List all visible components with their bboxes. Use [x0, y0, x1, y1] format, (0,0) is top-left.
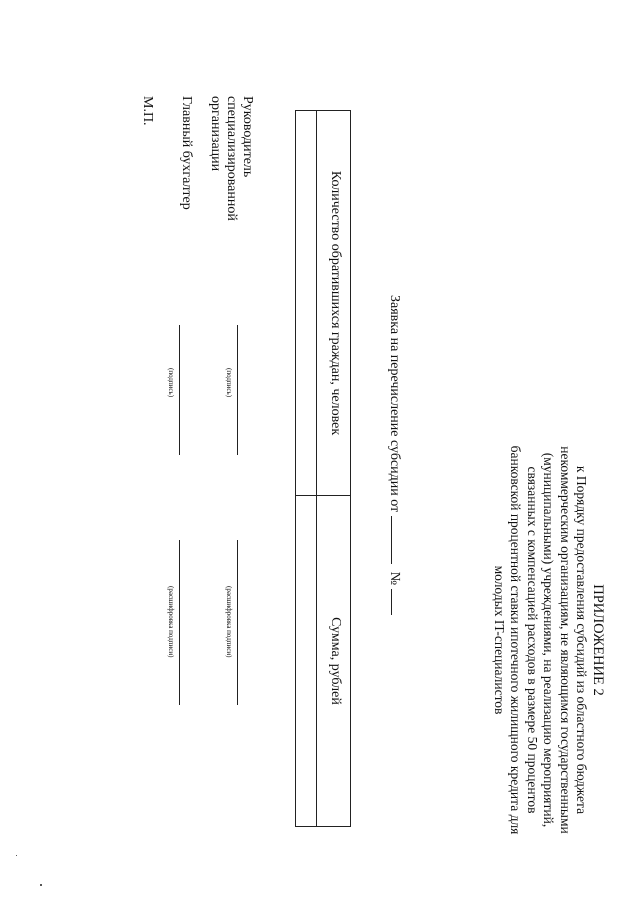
scan-speck — [40, 884, 42, 886]
column-header-amount: Сумма, рублей — [317, 496, 351, 827]
annex-block — [491, 440, 607, 840]
annex-heading: ПРИЛОЖЕНИЕ 2 — [590, 584, 606, 696]
cell-amount — [296, 496, 317, 827]
head-signature-caption: (подпись) — [225, 368, 233, 398]
stamp-label: М.П. — [140, 96, 155, 126]
accountant-decryption-caption: (расшифровка подписи) — [167, 586, 175, 658]
annex-text: к Порядку предоставления субсидий из областного бюджета некоммерческим организациям, не являющимся государственными (муниципальными) учреждениями, на реализацию мероприятий, связанных с компенсацией расходов в размере 50 процентов банковской процентной ставки ипотечного жилищного кредита для молодых IT-специалистов — [492, 445, 590, 835]
column-header-citizens: Количество обратившихся граждан, человек — [317, 111, 351, 496]
head-decryption-line — [237, 540, 238, 705]
request-title — [386, 295, 404, 615]
head-decryption-caption: (расшифровка подписи) — [225, 586, 233, 658]
date-blank — [391, 516, 404, 564]
subsidy-table — [295, 110, 351, 827]
accountant-signature-caption: (подпись) — [167, 368, 175, 398]
cell-citizens — [296, 111, 317, 496]
accountant-signature-line — [179, 325, 180, 455]
number-sign: № — [387, 571, 402, 586]
request-title-text: Заявка на перечисление субсидии от — [387, 295, 402, 513]
accountant-label: Главный бухгалтер — [179, 96, 194, 210]
head-label: Руководитель специализированной организации — [208, 96, 255, 221]
table-row — [296, 111, 317, 827]
scan-speck — [16, 855, 17, 856]
accountant-decryption-line — [179, 540, 180, 705]
table-header-row — [317, 111, 351, 827]
head-signature-line — [237, 325, 238, 455]
number-blank — [391, 589, 404, 615]
